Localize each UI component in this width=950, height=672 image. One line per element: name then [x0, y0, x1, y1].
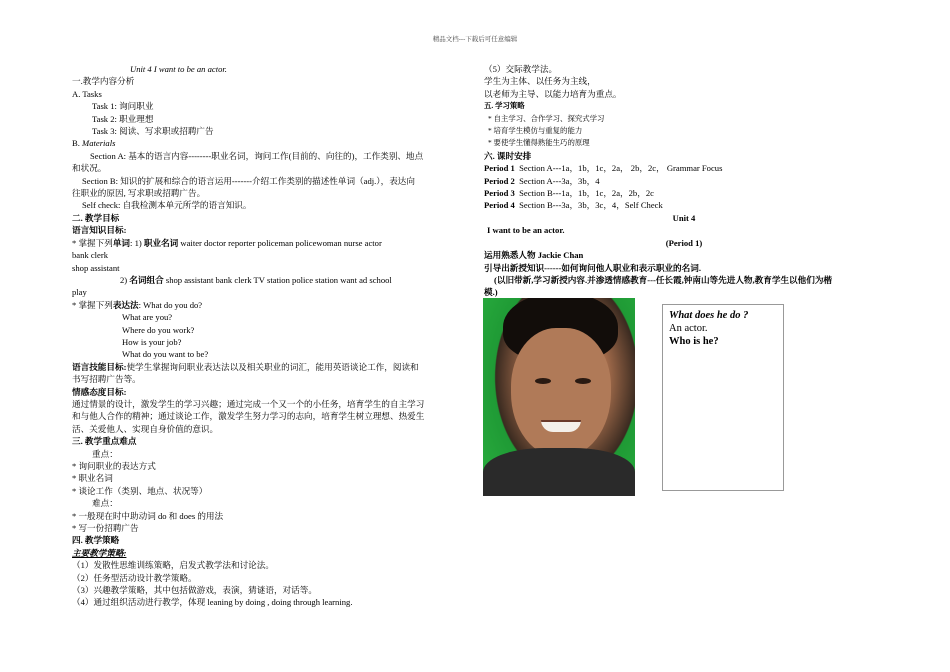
period-label: Period 2: [484, 175, 515, 186]
task-item: Task 2: 职业理想: [92, 113, 154, 124]
lesson-period: (Period 1): [665, 237, 703, 248]
expression-line: What do you want to be?: [122, 349, 209, 360]
goal-heading: 语言技能目标:: [72, 361, 127, 372]
expression-line: [72, 299, 466, 311]
period-row: [484, 199, 884, 211]
goal-heading: 情感态度目标:: [72, 386, 127, 397]
learning-strategy-item: * 培育学生模仿与重复的能力: [488, 126, 583, 136]
lesson-title: I want to be an actor.: [487, 225, 565, 236]
learning-strategy-item: * 自主学习、合作学习、探究式学习: [488, 113, 605, 123]
emotion-goal: 活、关爱他人、实现自身价值的意识。: [72, 423, 219, 434]
question-box: [662, 304, 784, 491]
question-text: What does he do ?: [669, 310, 749, 321]
expression-line: Where do you work?: [122, 324, 195, 335]
photo-eye: [535, 378, 551, 384]
jackie-chan-photo: [483, 298, 635, 496]
period-row: [484, 187, 884, 199]
strategy-heading: 主要教学策略:: [72, 547, 127, 558]
key-heading: 重点：: [92, 448, 118, 459]
text-span: 单词: [112, 237, 131, 248]
photo-smile: [541, 420, 581, 432]
photo-shirt: [483, 448, 635, 496]
tasks-heading: A. Tasks: [72, 88, 102, 99]
section-heading: 三. 教学重点难点: [72, 436, 137, 447]
text-span: * 掌握下列: [72, 299, 113, 310]
right-column: [484, 63, 884, 299]
strategy-item: （3）兴趣教学策略，其中包括做游戏，表演，猜谜语，对话等。: [72, 585, 317, 596]
expression-line: What are you?: [122, 312, 173, 323]
section-heading: 二. 教学目标: [72, 212, 120, 223]
text-span: waiter doctor reporter policeman policewoman nurse actor: [178, 237, 382, 248]
learning-strategy-item: * 要使学生懂得熟能生巧的原理: [488, 138, 590, 148]
strategy-item: （5）交际教学法。: [484, 64, 558, 74]
left-column: [72, 63, 466, 609]
lesson-note: 模.): [484, 287, 498, 298]
difficulty-item: * 一般现在时中助动词 do 和 does 的用法: [72, 510, 224, 521]
principle-line: 以老师为主导、以能力培育为重点。: [484, 88, 622, 99]
key-item: * 谈论工作（类别、地点、状况等）: [72, 485, 208, 496]
period-text: Section B---3a，3b，3c，4，Self Check: [519, 200, 663, 211]
expression-line: How is your job?: [122, 336, 182, 347]
difficulty-item: * 写一份招聘广告: [72, 523, 139, 534]
lesson-step: 引导出新授知识------如何询问他人职业和表示职业的名词.: [484, 262, 701, 273]
materials-prefix: B.: [72, 138, 83, 149]
period-text: Section A---1a，1b，1c，2a， 2b，2c， Grammar Focus: [519, 163, 723, 174]
text-span: 2): [120, 274, 130, 285]
text-span: 职业名词: [143, 237, 179, 248]
phrases-line: play: [72, 287, 87, 298]
photo-face: [511, 328, 611, 458]
principle-line: 学生为主体、以任务为主线，: [484, 76, 596, 87]
words-line: shop assistant: [72, 262, 120, 273]
lesson-note: (以旧带新,学习新授内容.并渗透情感教育---任长霞,钟南山等先进人物,教育学生以他们为楷: [494, 274, 833, 285]
strategy-item: （4）通过组织活动进行教学，体现 leaning by doing , doing through learning.: [72, 597, 353, 608]
self-check-text: Self check: 自我检测本单元所学的语言知识。: [82, 200, 252, 211]
key-item: * 职业名词: [72, 473, 113, 484]
skill-goal: [72, 361, 466, 373]
section-heading: 一.教学内容分析: [72, 76, 135, 87]
lesson-unit: Unit 4: [672, 212, 696, 223]
task-item: Task 3: 阅读、写求职或招聘广告: [92, 126, 214, 137]
section-heading: 五. 学习策略: [484, 101, 525, 111]
text-span: 使学生掌握询问职业表达法以及相关职业的词汇，能用英语谈论工作，阅读和: [126, 361, 419, 372]
section-b-text: Section B: 知识的扩展和综合的语言运用-------介绍工作类别的描述性单词（adj.），表达向: [82, 175, 415, 186]
materials-heading: [72, 137, 466, 149]
text-span: 名词组合: [129, 274, 164, 285]
phrases-line: [72, 274, 466, 286]
text-span: : 1): [130, 237, 144, 248]
emotion-goal: 和与他人合作的精神；通过谈论工作，激发学生努力学习的志向，培育学生树立理想、热爱生: [72, 411, 425, 422]
answer-text: An actor.: [669, 323, 708, 334]
task-item: Task 1: 询问职业: [92, 101, 154, 112]
words-line: bank clerk: [72, 250, 109, 261]
key-item: * 询问职业的表达方式: [72, 461, 156, 471]
lesson-step: 运用熟悉人物 Jackie Chan: [484, 250, 584, 261]
text-span: * 掌握下列: [72, 237, 113, 248]
goal-heading: 语言知识目标:: [72, 225, 127, 236]
period-row: [484, 175, 884, 187]
words-line: [72, 237, 466, 249]
skill-goal: 书写招聘广告等。: [72, 374, 141, 385]
question-text: Who is he?: [669, 336, 719, 347]
materials-word: Materials: [82, 138, 116, 149]
period-label: Period 4: [484, 200, 515, 211]
emotion-goal: 通过情景的设计，激发学生的学习兴趣；通过完成一个又一个的小任务，培育学生的自主学习: [72, 398, 425, 409]
section-a-text: 和状况。: [72, 163, 107, 174]
period-label: Period 1: [484, 163, 515, 174]
period-text: Section A---3a，3b，4: [519, 175, 600, 186]
section-heading: 四. 教学策略: [72, 535, 120, 546]
section-a-text: Section A: 基本的语言内容--------职业名词，询问工作(目前的、向往的)，工作类别、地点: [90, 150, 424, 161]
period-label: Period 3: [484, 188, 515, 199]
text-span: shop assistant bank clerk TV station police station want ad school: [163, 274, 392, 285]
unit-title: Unit 4 I want to be an actor.: [130, 64, 227, 74]
section-heading: 六. 课时安排: [484, 150, 532, 161]
difficulty-heading: 难点：: [92, 498, 118, 509]
section-b-text: 往职业的原因, 写求职或招聘广告。: [72, 188, 206, 199]
text-span: 表达法: [112, 299, 139, 310]
strategy-item: （2）任务型活动设计教学策略。: [72, 572, 197, 583]
strategy-item: （1）发散性思维训练策略，启发式教学法和讨论法。: [72, 560, 274, 571]
photo-eye: [575, 378, 591, 384]
period-row: [484, 162, 884, 174]
page-header: 精品文档---下载后可任意编辑: [432, 36, 518, 43]
text-span: : What do you do?: [138, 299, 203, 310]
period-text: Section B---1a，1b，1c，2a，2b，2c: [519, 188, 654, 199]
